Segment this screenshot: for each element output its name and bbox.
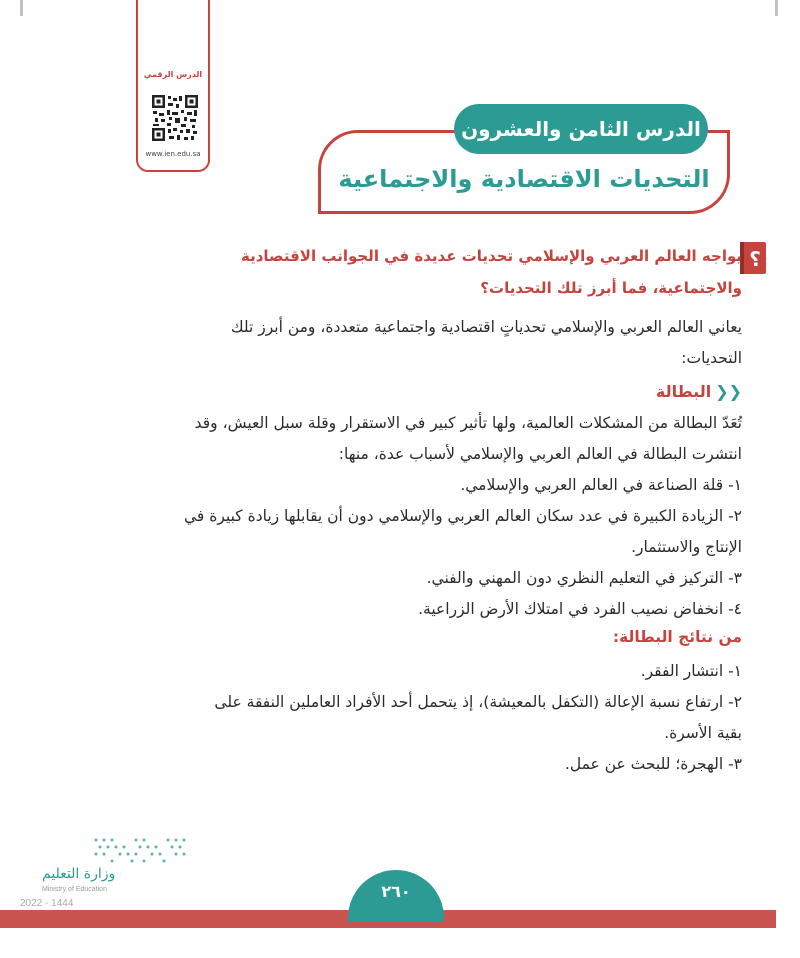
qr-code-icon[interactable] (151, 94, 199, 142)
section-heading-text: البطالة (655, 382, 712, 401)
intro-question-line: والاجتماعية، فما أبرز تلك التحديات؟ (480, 279, 742, 297)
question-mark-icon (740, 242, 766, 274)
intro-question (62, 240, 742, 304)
page-number: ٢٦٠ (348, 870, 444, 922)
page-crease (20, 0, 23, 16)
digital-lesson-qr-card[interactable] (136, 0, 210, 172)
svg-text:؟: ؟ (749, 247, 761, 271)
cause-item: ٤- انخفاض نصيب الفرد في امتلاك الأرض الزراعية. (418, 600, 742, 618)
ministry-logo (20, 836, 170, 908)
section-heading-unemployment (656, 382, 742, 401)
result-item: ٣- الهجرة؛ للبحث عن عمل. (564, 755, 742, 773)
results-heading: من نتائج البطالة: (612, 628, 742, 646)
results-list (58, 656, 742, 780)
paragraph-line: انتشرت البطالة في العالم العربي والإسلامي لأسباب عدة، منها: (338, 445, 742, 463)
result-item: ١- انتشار الفقر. (640, 662, 742, 680)
result-item: ٢- ارتفاع نسبة الإعالة (التكفل بالمعيشة)، إذ يتحمل أحد الأفراد العاملين النفقة على (214, 693, 742, 711)
cause-item: ٣- التركيز في التعليم النظري دون المهني والفني. (426, 569, 742, 587)
paragraph-line: تُعَدّ البطالة من المشكلات العالمية، ولها تأثير كبير في الاستقرار وقلة سبل العيش، وقد (194, 414, 742, 432)
lesson-title: التحديات الاقتصادية والاجتماعية (338, 165, 710, 193)
paragraph-line: التحديات: (681, 349, 742, 367)
qr-card-label: الدرس الرقمي (143, 70, 203, 79)
qr-url[interactable]: www.ien.edu.sa (145, 150, 201, 158)
ministry-dots-icon (92, 836, 188, 864)
unemployment-description (58, 408, 742, 625)
edition-year: 2022 - 1444 (20, 898, 74, 909)
chevron-left-icon: ❮❮ (715, 382, 742, 401)
lesson-number-tab: الدرس الثامن والعشرون (454, 104, 708, 154)
page-crease (775, 0, 778, 16)
ministry-english-name: Ministry of Education (42, 886, 107, 893)
cause-item: ١- قلة الصناعة في العالم العربي والإسلامي. (460, 476, 742, 494)
cause-item-continued: الإنتاج والاستثمار. (631, 538, 742, 556)
paragraph-line: يعاني العالم العربي والإسلامي تحدياتٍ اقتصادية واجتماعية متعددة، ومن أبرز تلك (230, 318, 742, 336)
intro-paragraph (58, 312, 742, 374)
ministry-arabic-name: وزارة التعليم (42, 866, 116, 882)
cause-item: ٢- الزيادة الكبيرة في عدد سكان العالم العربي والإسلامي دون أن يقابلها زيادة كبيرة في (183, 507, 742, 525)
result-item-continued: بقية الأسرة. (664, 724, 742, 742)
intro-question-line: يواجه العالم العربي والإسلامي تحديات عديدة في الجوانب الاقتصادية (241, 247, 742, 265)
